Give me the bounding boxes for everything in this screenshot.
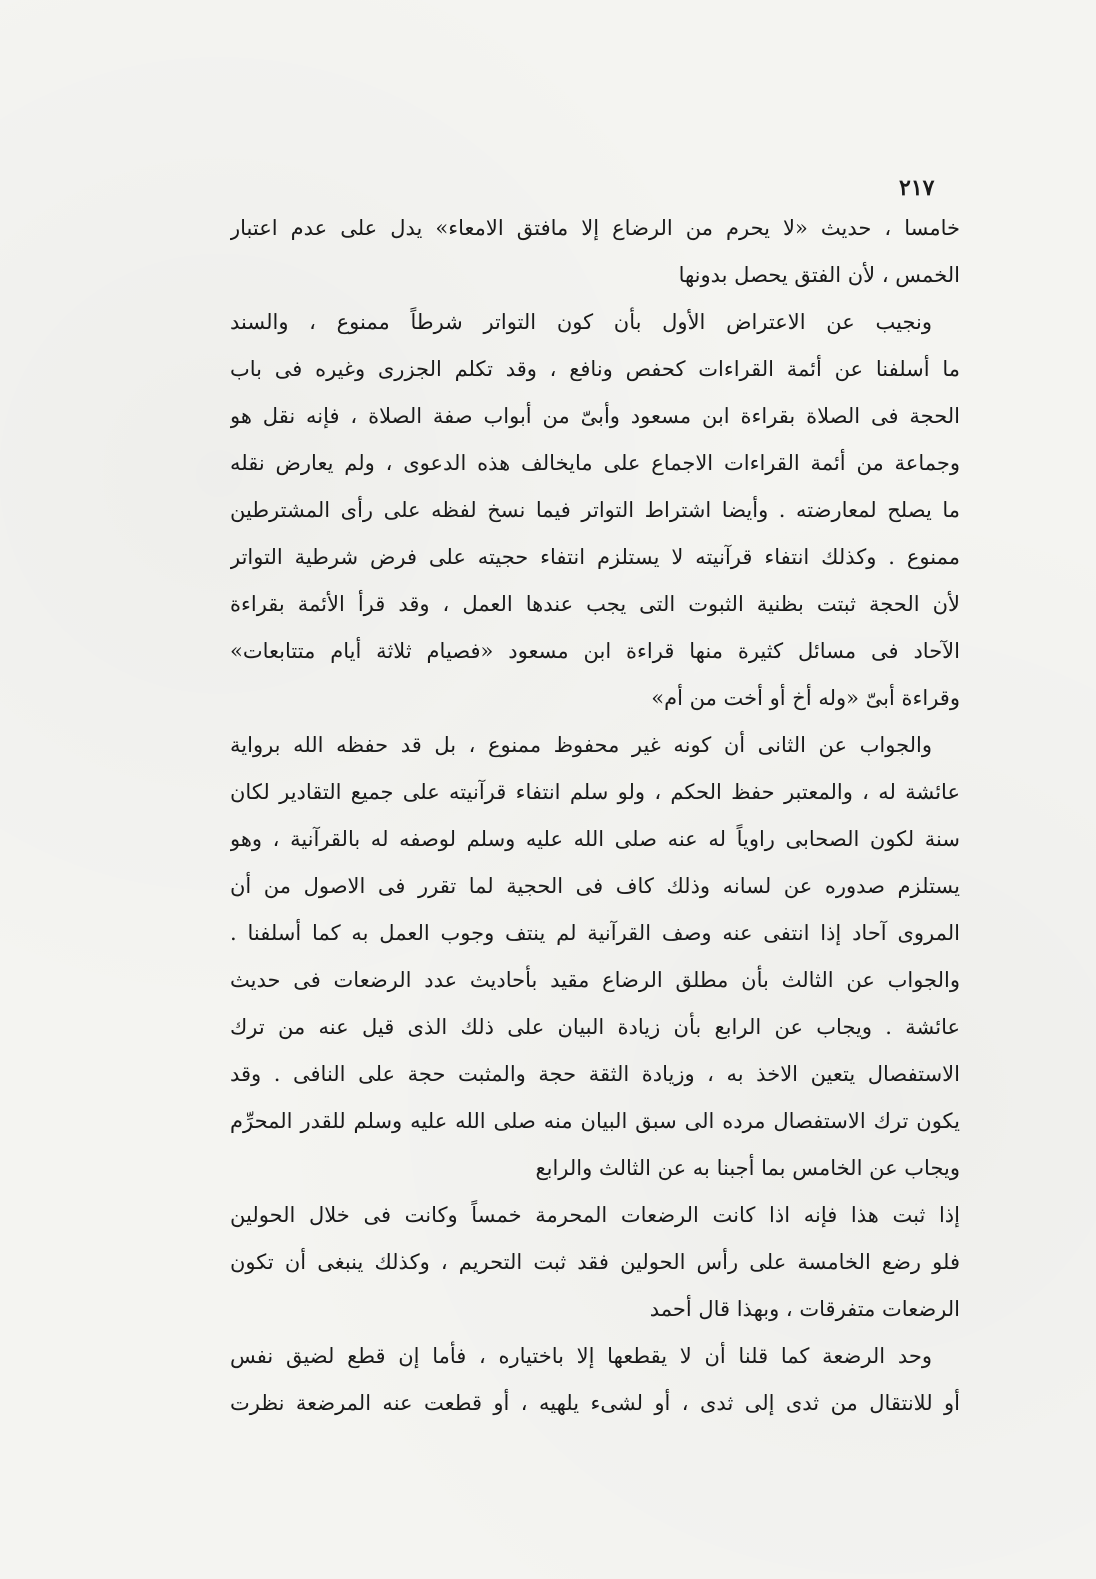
- text-line: وجماعة من أئمة القراءات الاجماع على مايخالف هذه الدعوى ، ولم يعارض نقله: [230, 451, 960, 475]
- text-line: ممنوع . وكذلك انتفاء قرآنيته لا يستلزم انتفاء حجيته على فرض شرطية التواتر: [230, 545, 960, 569]
- text-line: ما أسلفنا عن أئمة القراءات كحفص ونافع ، وقد تكلم الجزرى وغيره فى باب: [230, 357, 960, 381]
- text-line: المروى آحاد إذا انتفى عنه وصف القرآنية لم ينتف وجوب العمل به كما أسلفنا .: [230, 921, 960, 945]
- text-line: إذا ثبت هذا فإنه اذا كانت الرضعات المحرمة خمساً وكانت فى خلال الحولين: [230, 1203, 960, 1227]
- text-line: يكون ترك الاستفصال مرده الى سبق البيان منه صلى الله عليه وسلم للقدر المحرِّم: [230, 1109, 960, 1133]
- text-line: ويجاب عن الخامس بما أجبنا به عن الثالث والرابع: [535, 1156, 960, 1180]
- text-line: عائشة له ، والمعتبر حفظ الحكم ، ولو سلم انتفاء قرآنيته على جميع التقادير لكان: [230, 780, 960, 804]
- text-line: وحد الرضعة كما قلنا أن لا يقطعها إلا باختياره ، فأما إن قطع لضيق نفس: [230, 1344, 932, 1368]
- text-line: فلو رضع الخامسة على رأس الحولين فقد ثبت التحريم ، وكذلك ينبغى أن تكون: [230, 1250, 960, 1274]
- body-text: [230, 205, 960, 1427]
- text-line: خامسا ، حديث «لا يحرم من الرضاع إلا مافتق الامعاء» يدل على عدم اعتبار: [230, 216, 960, 240]
- text-line: والجواب عن الثانى أن كونه غير محفوظ ممنوع ، بل قد حفظه الله برواية: [230, 733, 932, 757]
- text-line: الحجة فى الصلاة بقراءة ابن مسعود وأبىّ من أبواب صفة الصلاة ، فإنه نقل هو: [230, 404, 960, 428]
- text-line: ونجيب عن الاعتراض الأول بأن كون التواتر شرطاً ممنوع ، والسند: [230, 310, 932, 334]
- text-line: الاستفصال يتعين الاخذ به ، وزيادة الثقة حجة والمثبت حجة على النافى . وقد: [230, 1062, 960, 1086]
- text-line: الرضعات متفرقات ، وبهذا قال أحمد: [649, 1297, 960, 1321]
- text-line: ما يصلح لمعارضته . وأيضا اشتراط التواتر فيما نسخ لفظه على رأى المشترطين: [230, 498, 960, 522]
- text-line: سنة لكون الصحابى راوياً له عنه صلى الله عليه وسلم لوصفه له بالقرآنية ، وهو: [230, 827, 960, 851]
- page-number: ٢١٧: [899, 175, 935, 201]
- text-line: وقراءة أبىّ «وله أخ أو أخت من أم»: [651, 686, 960, 710]
- text-line: والجواب عن الثالث بأن مطلق الرضاع مقيد بأحاديث عدد الرضعات فى حديث: [230, 968, 960, 992]
- text-line: يستلزم صدوره عن لسانه وذلك كاف فى الحجية لما تقرر فى الاصول من أن: [230, 874, 960, 898]
- text-line: الخمس ، لأن الفتق يحصل بدونها: [678, 263, 960, 287]
- text-line: الآحاد فى مسائل كثيرة منها قراءة ابن مسعود «فصيام ثلاثة أيام متتابعات»: [230, 639, 960, 663]
- text-line: أو للانتقال من ثدى إلى ثدى ، أو لشىء يلهيه ، أو قطعت عنه المرضعة نظرت: [230, 1391, 960, 1415]
- text-line: لأن الحجة ثبتت بظنية الثبوت التى يجب عندها العمل ، وقد قرأ الأئمة بقراءة: [230, 592, 960, 616]
- text-line: عائشة . ويجاب عن الرابع بأن زيادة البيان على ذلك الذى قيل عنه من ترك: [230, 1015, 960, 1039]
